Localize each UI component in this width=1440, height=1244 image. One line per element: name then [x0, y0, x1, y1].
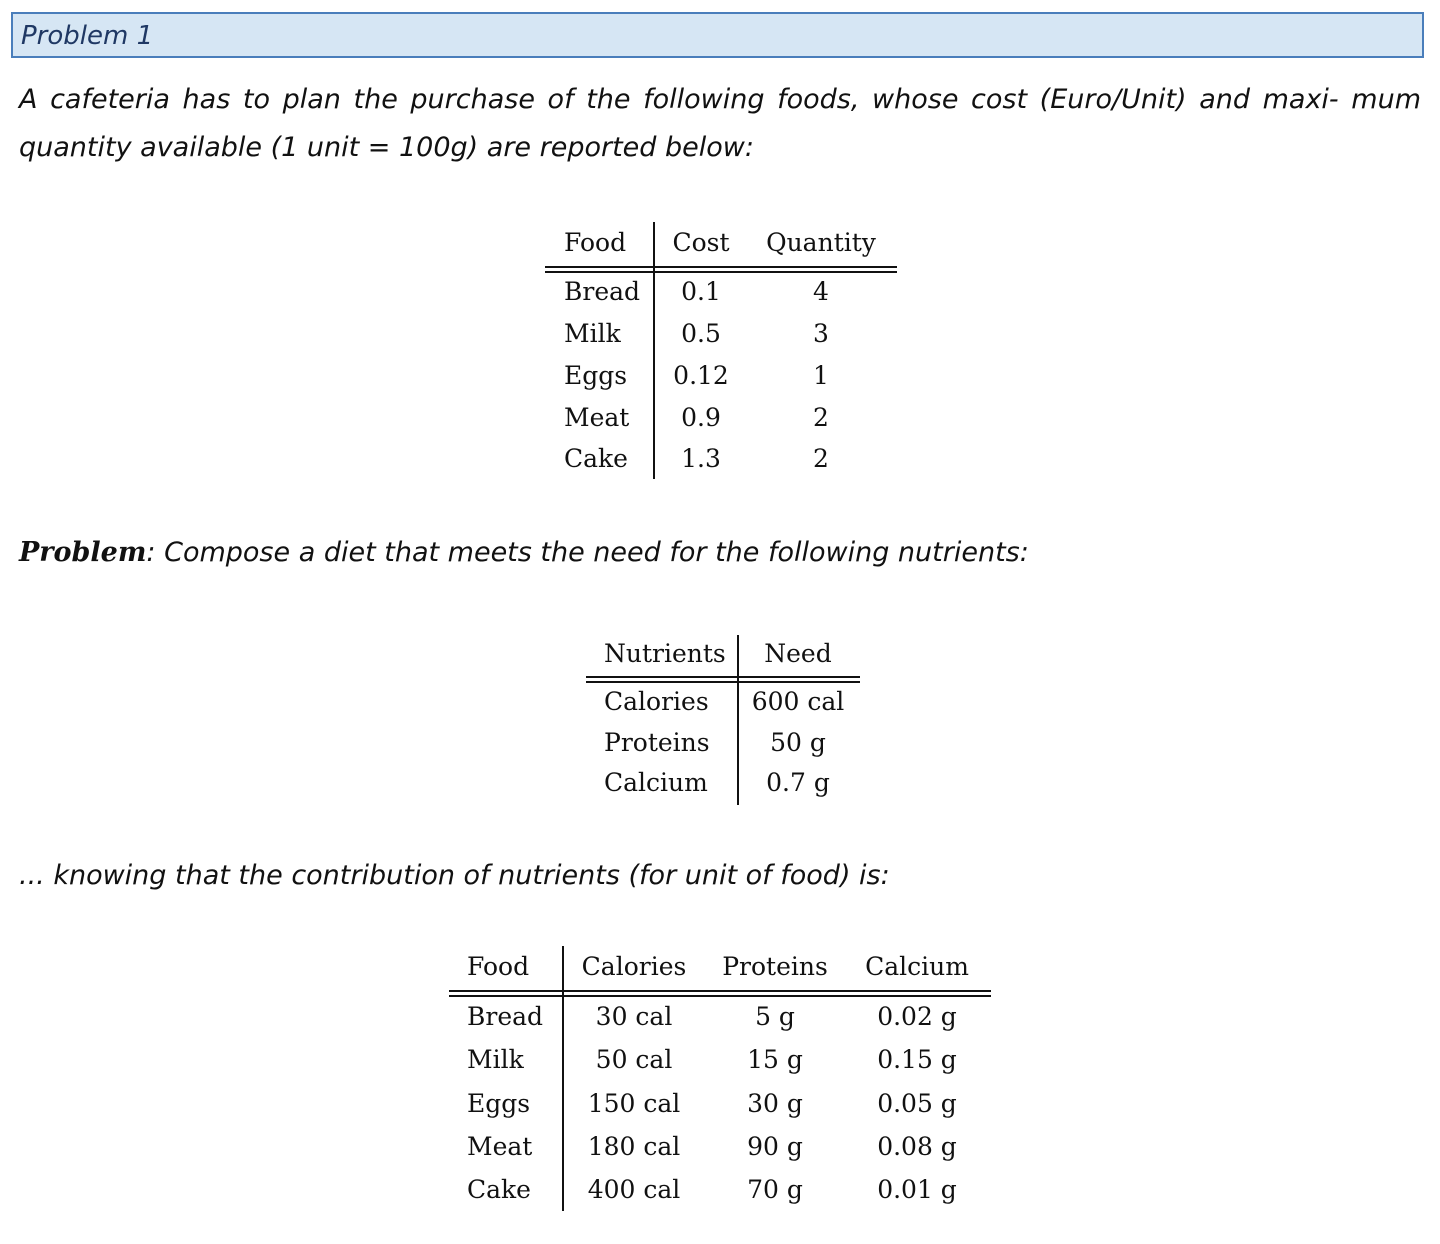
problem-label: Problem — [19, 537, 147, 568]
proteins-value: 30 g — [747, 1089, 803, 1118]
food-name: Bread — [467, 1002, 544, 1031]
table-double-rule-top — [586, 676, 860, 678]
food-name: Bread — [564, 277, 641, 306]
knowing-paragraph: ... knowing that the contribution of nutrients (for unit of food) is: — [19, 860, 890, 891]
table-vertical-rule — [737, 635, 739, 805]
foods-cost-table — [545, 228, 897, 484]
problem-title: Problem 1 — [21, 21, 154, 51]
calories-value: 30 cal — [595, 1002, 673, 1031]
proteins-value: 15 g — [747, 1045, 803, 1074]
calories-value: 50 cal — [595, 1045, 673, 1074]
nutrient-need: 50 g — [770, 728, 826, 757]
header-calories: Calories — [581, 952, 687, 981]
food-name: Cake — [564, 444, 628, 473]
table-vertical-rule — [653, 222, 655, 479]
food-quantity: 2 — [813, 444, 829, 473]
proteins-value: 5 g — [755, 1002, 795, 1031]
header-nutrients: Nutrients — [604, 639, 726, 668]
header-need: Need — [764, 639, 832, 668]
food-quantity: 3 — [813, 319, 829, 348]
header-food: Food — [467, 952, 530, 981]
food-name: Eggs — [564, 361, 628, 390]
food-cost: 0.12 — [673, 361, 729, 390]
food-cost: 0.9 — [681, 403, 721, 432]
table-double-rule-bottom — [586, 681, 860, 683]
calories-value: 400 cal — [587, 1175, 681, 1204]
food-name: Milk — [467, 1045, 524, 1074]
proteins-value: 90 g — [747, 1132, 803, 1161]
food-cost: 0.1 — [681, 277, 721, 306]
nutrient-contribution-table — [449, 952, 991, 1214]
table-vertical-rule — [562, 946, 564, 1211]
calories-value: 150 cal — [587, 1089, 681, 1118]
calcium-value: 0.05 g — [877, 1089, 957, 1118]
food-name: Milk — [564, 319, 621, 348]
food-name: Meat — [467, 1132, 533, 1161]
header-cost: Cost — [672, 228, 730, 257]
header-calcium: Calcium — [865, 952, 969, 981]
table-double-rule-top — [449, 990, 991, 992]
problem-text: : Compose a diet that meets the need for the following nutrients: — [146, 537, 1029, 568]
nutrient-need: 600 cal — [751, 687, 845, 716]
calories-value: 180 cal — [587, 1132, 681, 1161]
problem-title-box — [11, 12, 1424, 58]
table-double-rule-bottom — [449, 995, 991, 997]
food-cost: 0.5 — [681, 319, 721, 348]
table-double-rule-top — [545, 266, 897, 268]
nutrient-name: Calcium — [604, 768, 708, 797]
nutrient-need: 0.7 g — [766, 768, 830, 797]
problem-statement — [19, 529, 1029, 577]
table-double-rule-bottom — [545, 271, 897, 273]
food-name: Eggs — [467, 1089, 531, 1118]
header-quantity: Quantity — [766, 228, 876, 257]
header-food: Food — [564, 228, 627, 257]
calcium-value: 0.08 g — [877, 1132, 957, 1161]
nutrient-needs-table — [586, 639, 860, 809]
intro-paragraph: A cafeteria has to plan the purchase of the following foods, whose cost (Euro/Unit) and maxi- mum quantity available (1 unit = 100g) are reported below: — [19, 84, 1421, 163]
nutrient-name: Proteins — [604, 728, 710, 757]
food-name: Cake — [467, 1175, 531, 1204]
food-quantity: 4 — [813, 277, 829, 306]
calcium-value: 0.15 g — [877, 1045, 957, 1074]
proteins-value: 70 g — [747, 1175, 803, 1204]
food-name: Meat — [564, 403, 630, 432]
food-cost: 1.3 — [681, 444, 721, 473]
food-quantity: 1 — [813, 361, 829, 390]
nutrient-name: Calories — [604, 687, 709, 716]
calcium-value: 0.02 g — [877, 1002, 957, 1031]
header-proteins: Proteins — [722, 952, 828, 981]
food-quantity: 2 — [813, 403, 829, 432]
calcium-value: 0.01 g — [877, 1175, 957, 1204]
